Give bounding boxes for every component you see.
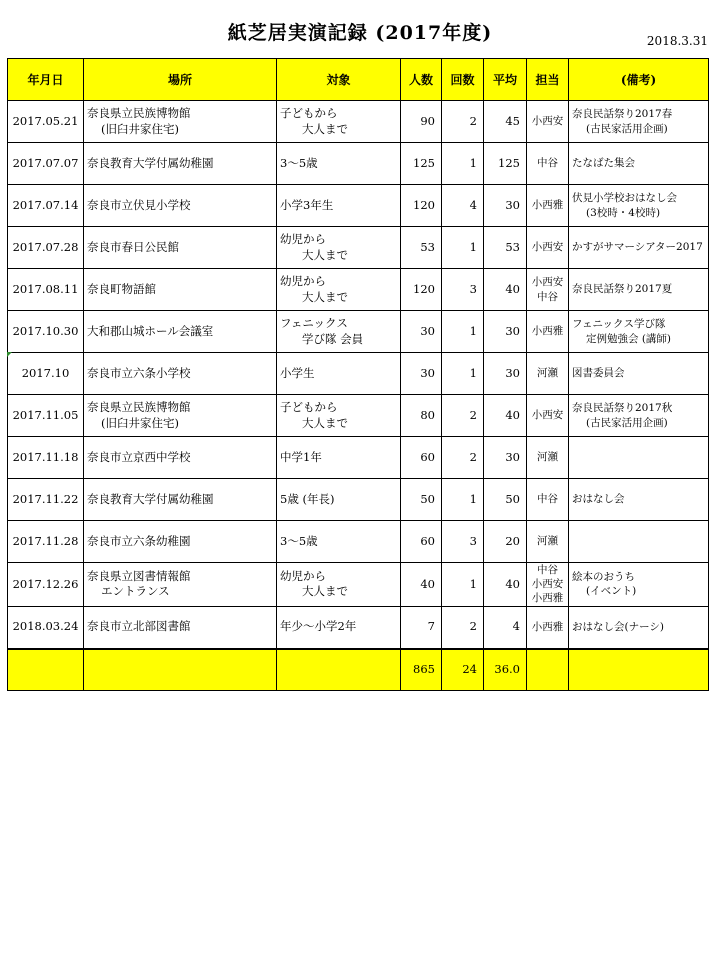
cell-date: 2017.11.05 (8, 395, 84, 437)
cell-staff (527, 353, 569, 395)
cell-times: 2 (442, 437, 484, 479)
cell-avg: 45 (484, 101, 527, 143)
note-line: おはなし会 (572, 493, 625, 506)
table-row (8, 227, 709, 269)
place-line: エントランス (101, 584, 170, 599)
cell-times: 2 (442, 101, 484, 143)
place-line: 奈良町物語館 (87, 281, 156, 296)
target-line: 大人まで (302, 121, 348, 136)
cell-place (84, 353, 277, 395)
cell-people: 60 (401, 521, 442, 563)
target-line: 大人まで (302, 584, 348, 599)
cell-staff (527, 606, 569, 649)
cell-people: 50 (401, 479, 442, 521)
cell-note (569, 563, 709, 607)
table-row (8, 185, 709, 227)
table-row (8, 101, 709, 143)
place-line: 奈良県立図書情報館 (87, 568, 191, 583)
cell-avg: 30 (484, 185, 527, 227)
place-line: 大和郡山城ホール会議室 (87, 323, 214, 338)
header-target: 対象 (277, 59, 401, 101)
staff-line: 小西雅 (531, 199, 564, 212)
totals-row (8, 649, 709, 691)
total-blank-place (84, 649, 277, 691)
staff-line: 河瀬 (537, 367, 558, 380)
target-line: 幼児から (280, 231, 326, 246)
cell-date: 2017.07.14 (8, 185, 84, 227)
cell-times: 3 (442, 269, 484, 311)
note-line: フェニックス学び隊 (572, 318, 666, 331)
cell-times: 1 (442, 563, 484, 607)
place-line: 奈良市立京西中学校 (87, 449, 191, 464)
cell-target (277, 353, 401, 395)
cell-people: 120 (401, 185, 442, 227)
staff-line: 小西雅 (531, 592, 564, 605)
cell-staff (527, 269, 569, 311)
cell-people: 7 (401, 606, 442, 649)
place-line: 奈良教育大学付属幼稚園 (87, 155, 214, 170)
cell-target (277, 395, 401, 437)
staff-line: 中谷 (537, 290, 558, 303)
cell-target (277, 479, 401, 521)
note-line: (イベント) (586, 585, 637, 598)
target-line: 大人まで (302, 289, 348, 304)
cell-avg: 53 (484, 227, 527, 269)
cell-date: 2017.12.26 (8, 563, 84, 607)
cell-place (84, 269, 277, 311)
note-line: おはなし会(ナーシ) (572, 620, 664, 633)
place-line: 奈良市立伏見小学校 (87, 197, 191, 212)
cell-place (84, 563, 277, 607)
target-line: 3～5歳 (280, 533, 318, 548)
cell-place (84, 227, 277, 269)
cell-note (569, 311, 709, 353)
note-line: 伏見小学校おはなし会 (572, 192, 677, 205)
note-line: 図書委員会 (572, 367, 625, 380)
cell-staff (527, 227, 569, 269)
cell-date: 2017.08.11 (8, 269, 84, 311)
cell-people: 53 (401, 227, 442, 269)
cell-avg: 50 (484, 479, 527, 521)
table-row (8, 437, 709, 479)
cell-target (277, 311, 401, 353)
cell-date: 2017.10 (8, 353, 84, 395)
cell-people: 30 (401, 353, 442, 395)
cell-target (277, 143, 401, 185)
cell-times: 2 (442, 395, 484, 437)
cell-date: 2017.10.30 (8, 311, 84, 353)
cell-date: 2018.03.24 (8, 606, 84, 649)
staff-line: 小西安 (531, 241, 564, 254)
cell-people: 30 (401, 311, 442, 353)
cell-times: 1 (442, 227, 484, 269)
header-people: 人数 (401, 59, 442, 101)
total-people: 865 (401, 649, 442, 691)
cell-times: 1 (442, 311, 484, 353)
target-line: 幼児から (280, 273, 326, 288)
cell-people: 80 (401, 395, 442, 437)
cell-avg: 30 (484, 311, 527, 353)
total-blank-staff (527, 649, 569, 691)
cell-note (569, 521, 709, 563)
cell-times: 1 (442, 353, 484, 395)
cell-people: 120 (401, 269, 442, 311)
cell-people: 125 (401, 143, 442, 185)
staff-line: 小西安 (531, 115, 564, 128)
header-times: 回数 (442, 59, 484, 101)
cell-date: 2017.07.28 (8, 227, 84, 269)
total-times: 24 (442, 649, 484, 691)
cell-place (84, 101, 277, 143)
cell-note (569, 269, 709, 311)
cell-date: 2017.11.28 (8, 521, 84, 563)
report-date: 2018.3.31 (646, 34, 708, 48)
header-row (8, 59, 709, 101)
cell-place (84, 395, 277, 437)
staff-line: 小西安 (531, 276, 564, 289)
cell-staff (527, 185, 569, 227)
place-line: 奈良県立民族博物館 (87, 105, 191, 120)
place-line: 奈良市立六条幼稚園 (87, 533, 191, 548)
cell-comment-marker (7, 352, 12, 357)
cell-date: 2017.07.07 (8, 143, 84, 185)
cell-target (277, 185, 401, 227)
cell-note (569, 185, 709, 227)
note-line: 奈良民話祭り2017秋 (572, 402, 673, 415)
staff-line: 小西安 (531, 578, 564, 591)
note-line: たなばた集会 (572, 157, 635, 170)
cell-place (84, 185, 277, 227)
place-line: (旧臼井家住宅) (101, 121, 179, 136)
cell-place (84, 143, 277, 185)
cell-staff (527, 521, 569, 563)
cell-place (84, 437, 277, 479)
cell-place (84, 521, 277, 563)
cell-people: 60 (401, 437, 442, 479)
note-line: 絵本のおうち (572, 571, 635, 584)
cell-staff (527, 143, 569, 185)
staff-line: 中谷 (537, 493, 558, 506)
cell-times: 3 (442, 521, 484, 563)
note-line: (古民家活用企画) (586, 122, 668, 135)
cell-target (277, 269, 401, 311)
table-row (8, 395, 709, 437)
cell-note (569, 606, 709, 649)
cell-target (277, 437, 401, 479)
total-blank-date (8, 649, 84, 691)
table-row (8, 479, 709, 521)
cell-target (277, 606, 401, 649)
cell-avg: 40 (484, 269, 527, 311)
cell-avg: 40 (484, 563, 527, 607)
header-date: 年月日 (8, 59, 84, 101)
cell-avg: 40 (484, 395, 527, 437)
cell-avg: 30 (484, 353, 527, 395)
cell-times: 2 (442, 606, 484, 649)
target-line: 学び隊 会員 (302, 331, 364, 346)
target-line: 大人まで (302, 415, 348, 430)
cell-place (84, 479, 277, 521)
header-note: (備考) (569, 59, 709, 101)
note-line: (古民家活用企画) (586, 416, 668, 429)
staff-line: 小西雅 (531, 620, 564, 633)
cell-people: 40 (401, 563, 442, 607)
staff-line: 河瀬 (537, 535, 558, 548)
cell-target (277, 227, 401, 269)
cell-staff (527, 395, 569, 437)
target-line: 5歳 (年長) (280, 491, 335, 506)
cell-note (569, 227, 709, 269)
target-line: 子どもから (280, 105, 338, 120)
performance-log-table (7, 58, 709, 691)
cell-target (277, 101, 401, 143)
cell-staff (527, 311, 569, 353)
header-average: 平均 (484, 59, 527, 101)
staff-line: 小西雅 (531, 325, 564, 338)
cell-date: 2017.11.22 (8, 479, 84, 521)
total-blank-note (569, 649, 709, 691)
cell-date: 2017.05.21 (8, 101, 84, 143)
table-row (8, 563, 709, 607)
target-line: 幼児から (280, 568, 326, 583)
note-line: 定例勉強会 (講師) (586, 332, 672, 345)
table-row (8, 521, 709, 563)
staff-line: 中谷 (537, 564, 558, 576)
cell-staff (527, 563, 569, 607)
cell-times: 4 (442, 185, 484, 227)
header-place: 場所 (84, 59, 277, 101)
note-line: (3校時・4校時) (586, 206, 661, 219)
cell-note (569, 101, 709, 143)
place-line: 奈良市立北部図書館 (87, 619, 191, 634)
cell-note (569, 353, 709, 395)
cell-avg: 125 (484, 143, 527, 185)
staff-line: 河瀬 (537, 451, 558, 464)
note-line: 奈良民話祭り2017春 (572, 108, 673, 121)
place-line: (旧臼井家住宅) (101, 415, 179, 430)
target-line: 中学1年 (280, 449, 322, 464)
total-average: 36.0 (484, 649, 527, 691)
cell-avg: 20 (484, 521, 527, 563)
table-row (8, 143, 709, 185)
header-staff: 担当 (527, 59, 569, 101)
target-line: 小学生 (280, 365, 315, 380)
cell-note (569, 143, 709, 185)
note-line: かすがサマーシアター2017 (572, 241, 703, 254)
cell-staff (527, 479, 569, 521)
cell-date: 2017.11.18 (8, 437, 84, 479)
cell-staff (527, 437, 569, 479)
place-line: 奈良教育大学付属幼稚園 (87, 491, 214, 506)
cell-people: 90 (401, 101, 442, 143)
cell-times: 1 (442, 143, 484, 185)
cell-place (84, 606, 277, 649)
cell-target (277, 563, 401, 607)
table-row (8, 311, 709, 353)
cell-avg: 4 (484, 606, 527, 649)
cell-avg: 30 (484, 437, 527, 479)
cell-place (84, 311, 277, 353)
table-row (8, 606, 709, 649)
page-title: 紙芝居実演記録 (2017年度) (227, 22, 493, 44)
cell-note (569, 395, 709, 437)
target-line: 年少～小学2年 (280, 619, 357, 634)
staff-line: 中谷 (537, 157, 558, 170)
target-line: フェニックス (280, 315, 348, 330)
target-line: 子どもから (280, 399, 338, 414)
target-line: 小学3年生 (280, 197, 334, 212)
staff-line: 小西安 (531, 409, 564, 422)
cell-staff (527, 101, 569, 143)
cell-times: 1 (442, 479, 484, 521)
note-line: 奈良民話祭り2017夏 (572, 283, 673, 296)
target-line: 3～5歳 (280, 155, 318, 170)
place-line: 奈良県立民族博物館 (87, 399, 191, 414)
table-row (8, 353, 709, 395)
target-line: 大人まで (302, 247, 348, 262)
table-row (8, 269, 709, 311)
total-blank-target (277, 649, 401, 691)
cell-note (569, 479, 709, 521)
cell-target (277, 521, 401, 563)
place-line: 奈良市春日公民館 (87, 239, 179, 254)
place-line: 奈良市立六条小学校 (87, 365, 191, 380)
cell-note (569, 437, 709, 479)
